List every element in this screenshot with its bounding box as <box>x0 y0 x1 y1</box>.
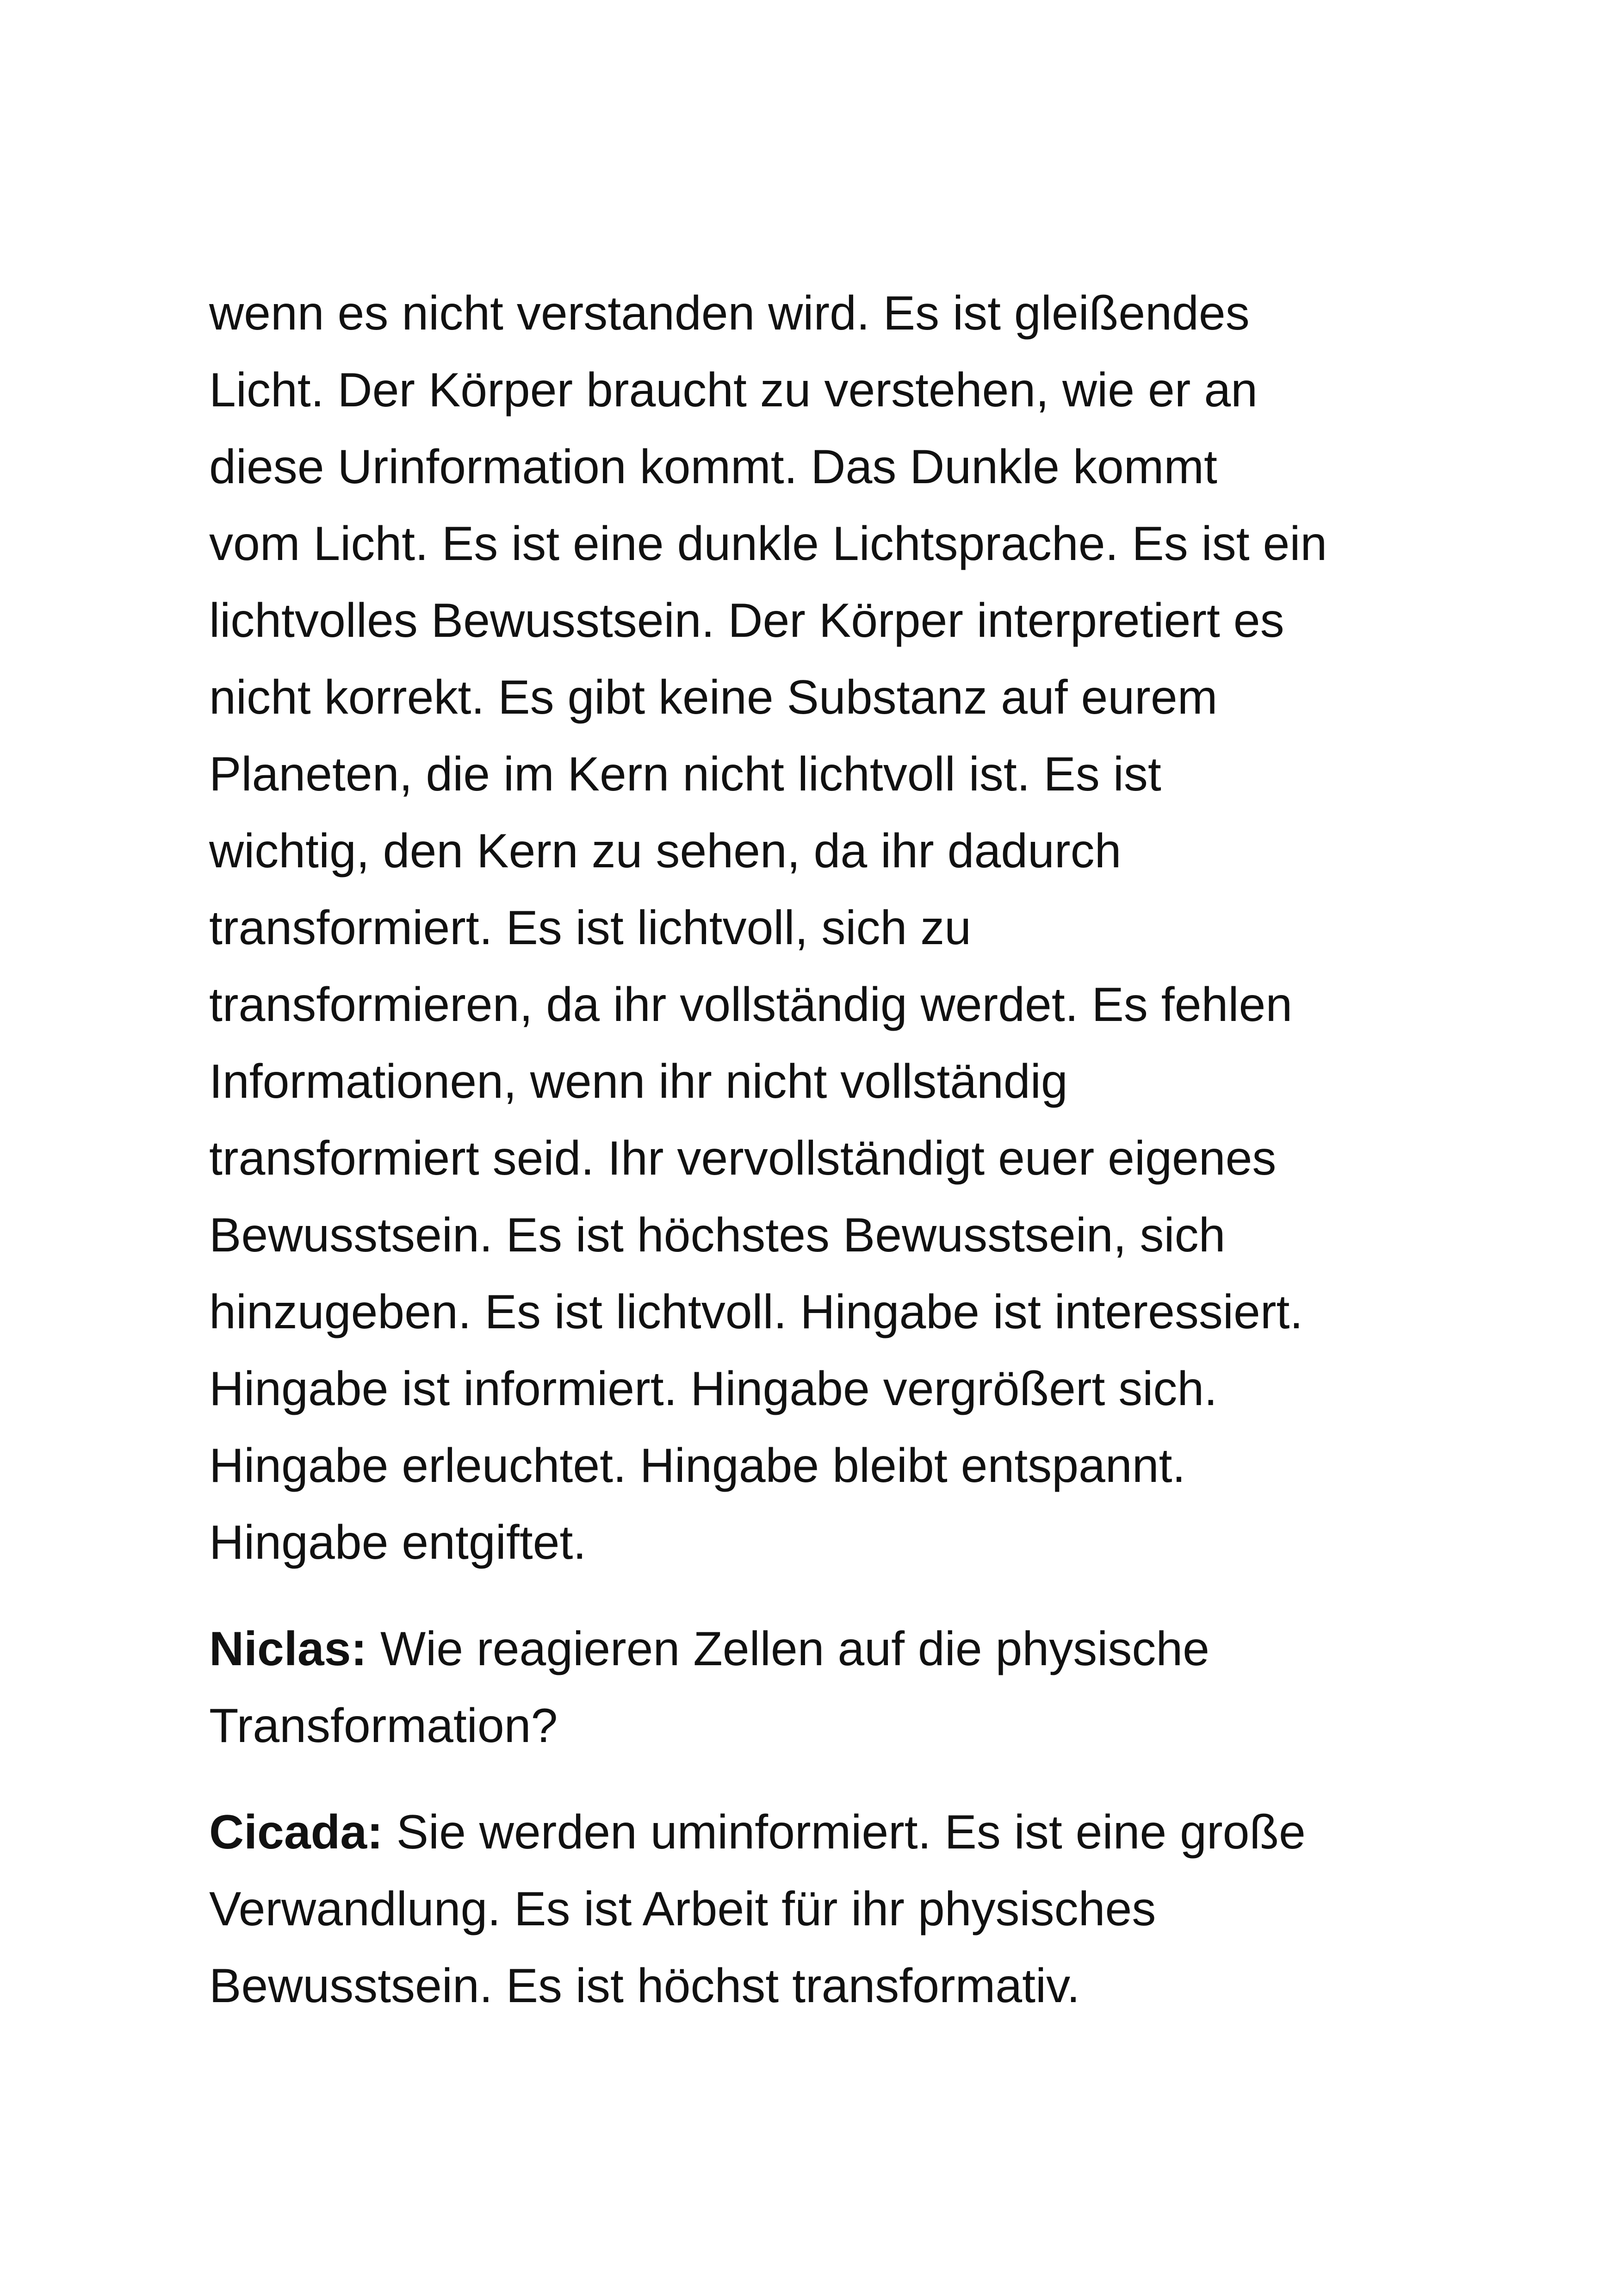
text-line: Hingabe entgiftet. <box>209 1516 587 1569</box>
text-line: hinzugeben. Es ist lichtvoll. Hingabe ist interessiert. <box>209 1285 1303 1339</box>
text-line: transformiert. Es ist lichtvoll, sich zu <box>209 901 972 955</box>
question-paragraph <box>209 1611 1440 1764</box>
text-line: Hingabe erleuchtet. Hingabe bleibt entspannt. <box>209 1439 1186 1493</box>
text-line <box>209 1611 1440 1687</box>
text-line: lichtvolles Bewusstsein. Der Körper interpretiert es <box>209 594 1284 647</box>
text-line: transformieren, da ihr vollständig werdet. Es fehlen <box>209 978 1293 1032</box>
answer-paragraph <box>209 1794 1440 2024</box>
text-line: Informationen, wenn ihr nicht vollständig <box>209 1055 1068 1108</box>
text-line: Licht. Der Körper braucht zu verstehen, wie er an <box>209 363 1258 417</box>
text-line: wenn es nicht verstanden wird. Es ist gleißendes <box>209 286 1250 340</box>
text-line: Transformation? <box>209 1699 558 1753</box>
paragraph-continuation <box>209 275 1440 1581</box>
speaker-cicada: Cicada: <box>209 1805 383 1859</box>
text-line: Bewusstsein. Es ist höchst transformativ. <box>209 1959 1080 2013</box>
text-line: Verwandlung. Es ist Arbeit für ihr physisches <box>209 1882 1156 1936</box>
text-line: wichtig, den Kern zu sehen, da ihr dadurch <box>209 824 1122 878</box>
text-line: Planeten, die im Kern nicht lichtvoll ist. Es ist <box>209 747 1161 801</box>
text-line: nicht korrekt. Es gibt keine Substanz auf eurem <box>209 671 1218 724</box>
text-line: Bewusstsein. Es ist höchstes Bewusstsein, sich <box>209 1208 1226 1262</box>
text-line: Hingabe ist informiert. Hingabe vergrößert sich. <box>209 1362 1218 1416</box>
text-line: vom Licht. Es ist eine dunkle Lichtsprache. Es ist ein <box>209 517 1327 571</box>
question-text: Wie reagieren Zellen auf die physische <box>380 1622 1210 1676</box>
text-line: diese Urinformation kommt. Das Dunkle kommt <box>209 440 1217 494</box>
document-body <box>209 275 1440 2024</box>
speaker-niclas: Niclas: <box>209 1622 367 1676</box>
text-line: transformiert seid. Ihr vervollständigt euer eigenes <box>209 1132 1277 1185</box>
text-line <box>209 1794 1440 1871</box>
answer-text: Sie werden uminformiert. Es ist eine große <box>396 1805 1306 1859</box>
